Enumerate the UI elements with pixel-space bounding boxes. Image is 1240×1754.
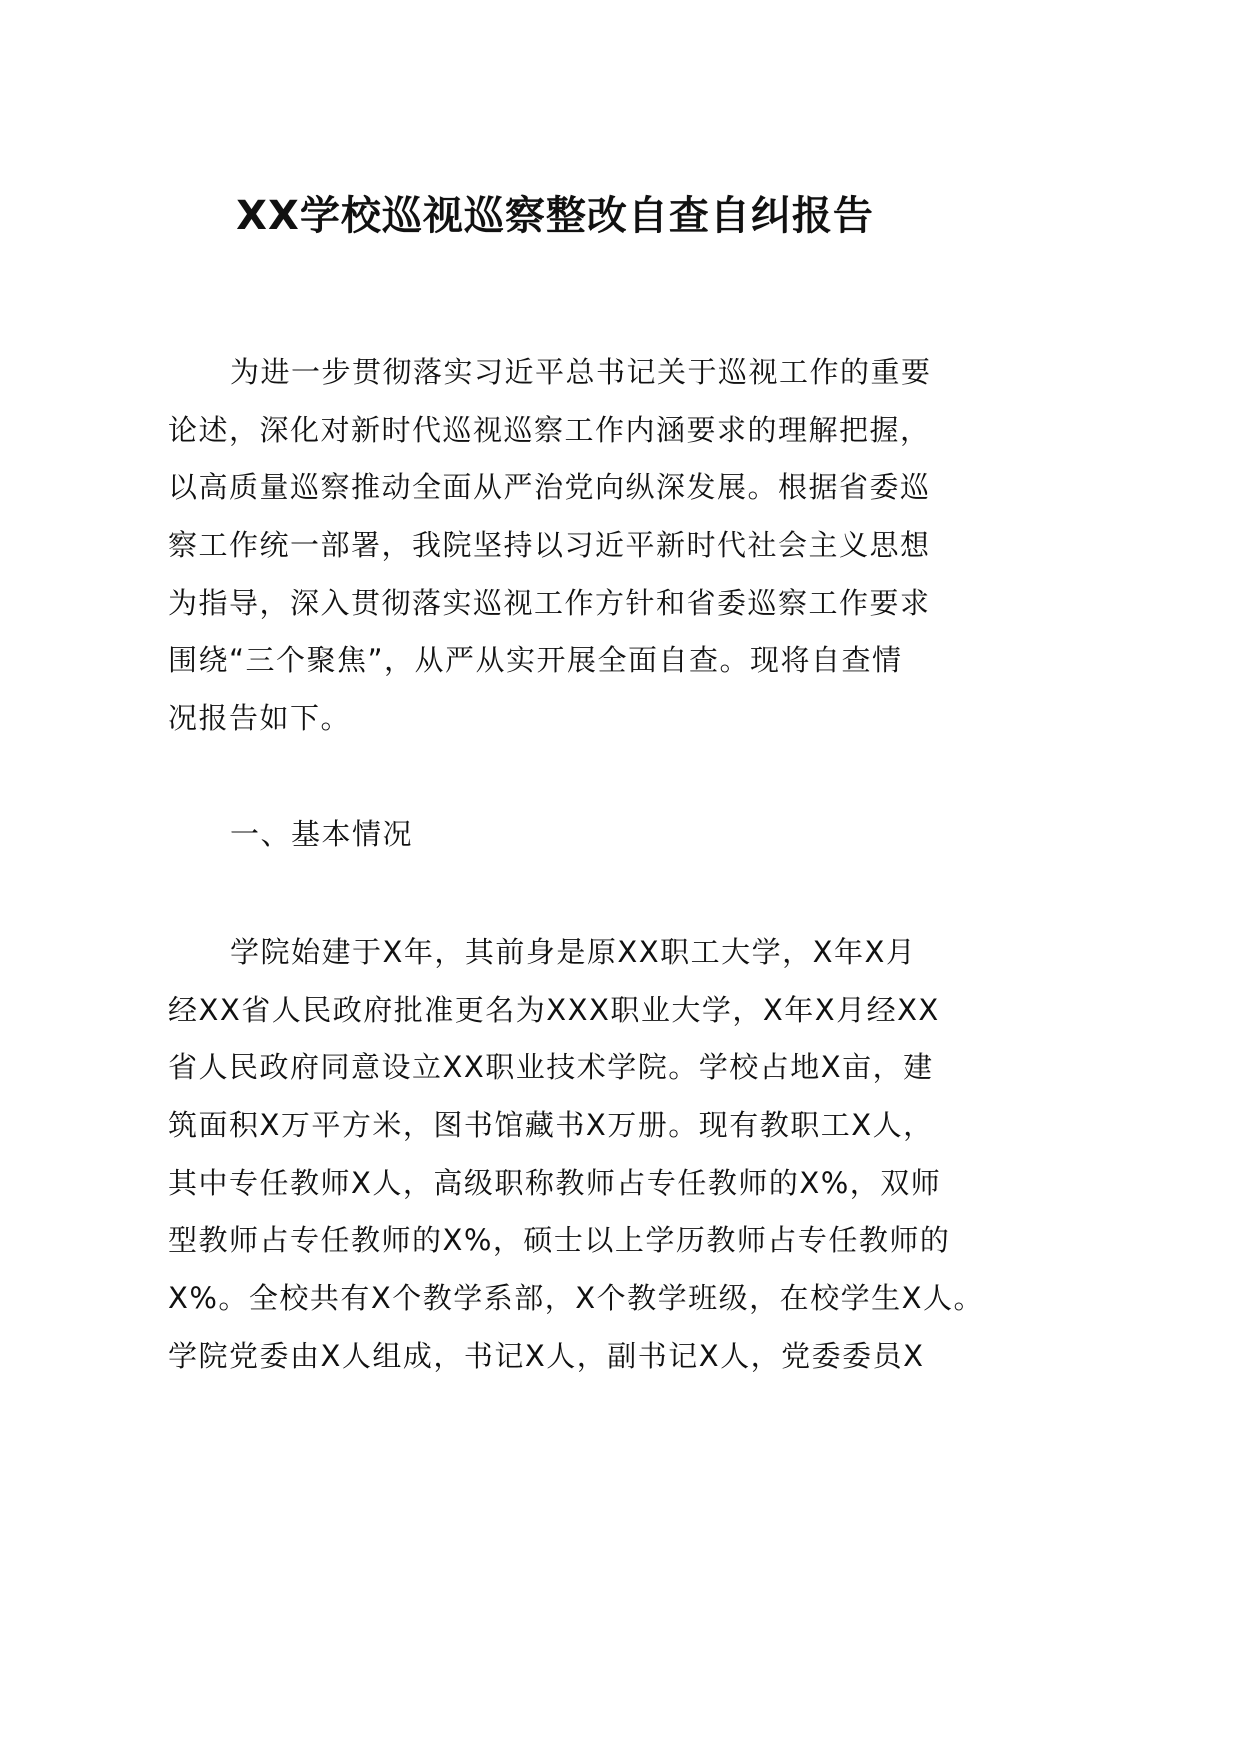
text-line: 察工作统一部署，我院坚持以习近平新时代社会主义思想 xyxy=(168,528,931,563)
text-line: 经XX省人民政府批准更名为XXX职业大学，X年X月经XX xyxy=(168,992,940,1027)
text-line: 型教师占专任教师的X%，硕士以上学历教师占专任教师的 xyxy=(168,1223,951,1258)
text-line: 学院党委由X人组成，书记X人，副书记X人，党委委员X xyxy=(168,1338,925,1373)
text-line: 论述，深化对新时代巡视巡察工作内涵要求的理解把握， xyxy=(168,412,931,447)
text-line: 省人民政府同意设立XX职业技术学院。学校占地X亩，建 xyxy=(168,1050,934,1085)
document-title: XX学校巡视巡察整改自查自纠报告 xyxy=(236,193,874,239)
intro-paragraph xyxy=(168,344,948,748)
basic-info-paragraph xyxy=(168,924,985,1386)
section-heading-text: 一、基本情况 xyxy=(230,817,414,851)
text-line: 为进一步贯彻落实习近平总书记关于巡视工作的重要 xyxy=(230,355,932,389)
text-line: X%。全校共有X个教学系部，X个教学班级，在校学生X人。 xyxy=(168,1281,985,1316)
text-line: 为指导，深入贯彻落实巡视工作方针和省委巡察工作要求 xyxy=(168,585,931,620)
text-line: 围绕“三个聚焦”，从严从实开展全面自查。现将自查情 xyxy=(168,643,903,678)
text-line: 况报告如下。 xyxy=(168,701,352,736)
text-line: 学院始建于X年，其前身是原XX职工大学，X年X月 xyxy=(230,935,917,969)
section-heading xyxy=(168,806,948,864)
text-line: 以高质量巡察推动全面从严治党向纵深发展。根据省委巡 xyxy=(168,470,931,505)
text-line: 筑面积X万平方米，图书馆藏书X万册。现有教职工X人， xyxy=(168,1108,934,1143)
text-line: 其中专任教师X人，高级职称教师占专任教师的X%，双师 xyxy=(168,1165,942,1200)
